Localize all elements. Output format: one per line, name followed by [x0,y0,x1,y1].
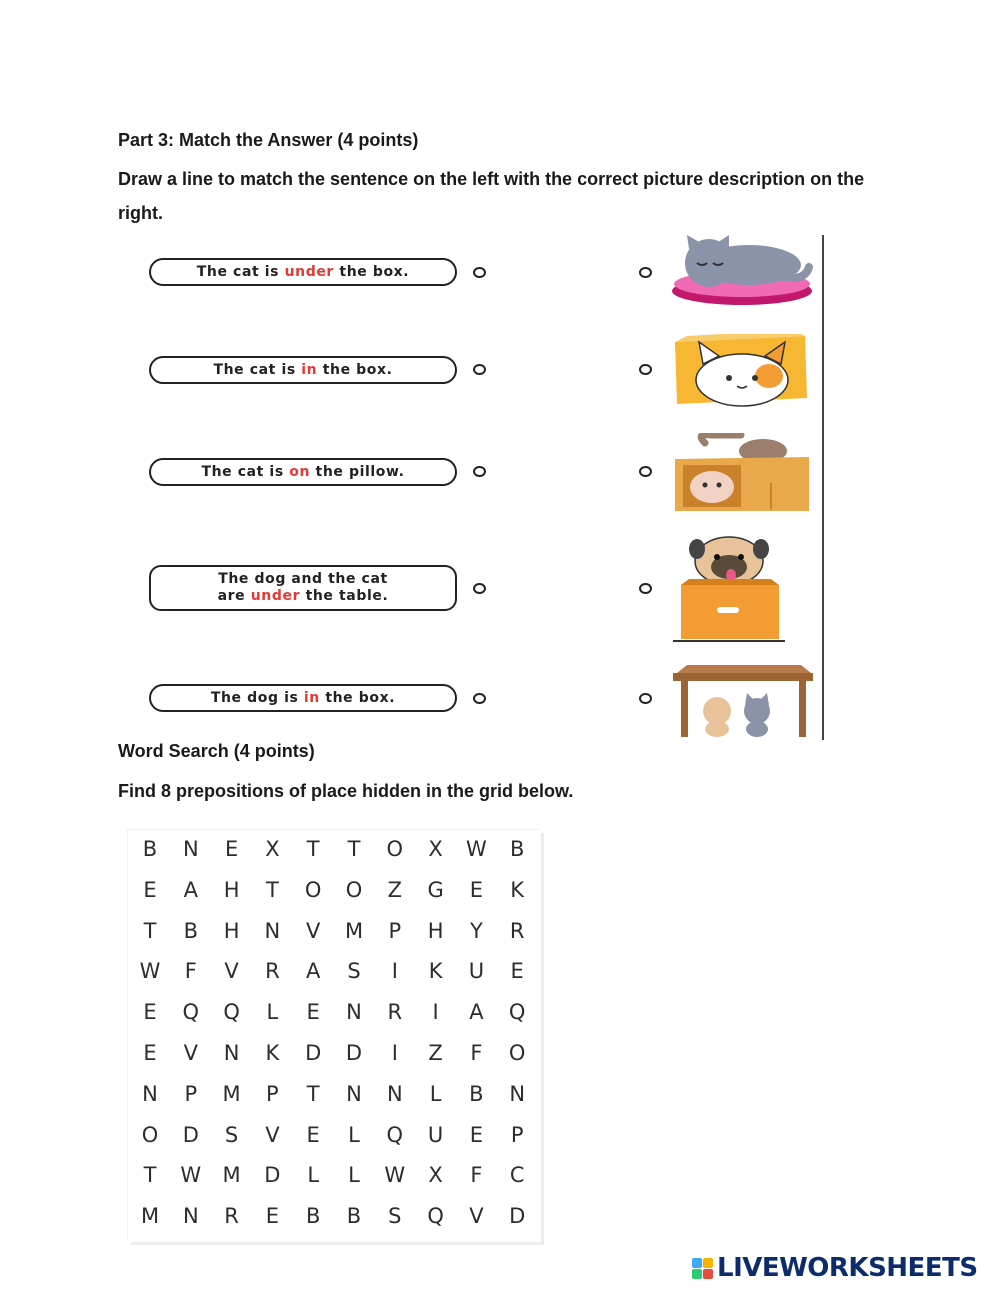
grid-letter[interactable]: N [264,918,281,943]
grid-letter[interactable]: P [266,1081,279,1106]
grid-letter[interactable]: M [222,1081,241,1106]
grid-letter[interactable]: B [305,1204,321,1229]
grid-letter[interactable]: V [183,1041,198,1065]
grid-letter[interactable]: I [391,1041,398,1065]
grid-letter[interactable]: T [347,837,361,861]
grid-letter[interactable]: T [306,837,320,861]
grid-letter[interactable]: Z [387,877,402,902]
grid-letter[interactable]: E [510,959,524,984]
grid-letter[interactable]: E [224,837,239,861]
grid-letter[interactable]: D [509,1204,526,1229]
logo-square [692,1258,702,1268]
picture-3-anchor-dot[interactable] [639,466,652,477]
grid-letter[interactable]: F [470,1041,483,1065]
grid-letter[interactable]: E [143,1000,157,1025]
grid-letter[interactable]: V [224,959,239,984]
grid-letter[interactable]: E [306,1122,320,1147]
grid-letter[interactable]: N [386,1081,403,1106]
grid-letter[interactable]: T [143,918,157,943]
sentence-box-5: The dog is in the box. [149,684,457,712]
sentence-3-anchor-dot[interactable] [473,466,486,477]
grid-letter[interactable]: N [346,1000,362,1025]
grid-letter[interactable]: V [469,1204,484,1229]
dog-in-box-picture [667,535,807,645]
grid-letter[interactable]: L [348,1122,360,1147]
grid-letter[interactable]: F [184,959,197,984]
sentence-box-1: The cat is under the box. [149,258,457,286]
grid-letter[interactable]: I [391,959,398,984]
sentence-box-3: The cat is on the pillow. [149,458,457,486]
grid-letter[interactable]: R [387,1000,403,1025]
grid-letter[interactable]: T [143,1163,157,1188]
grid-letter[interactable]: O [304,877,322,902]
grid-letter[interactable]: S [224,1122,239,1147]
sentence-5-anchor-dot[interactable] [473,693,486,704]
grid-letter[interactable]: V [265,1122,280,1147]
part-3-instruction: Draw a line to match the sentence on the left with the correct picture description on the right. [118,169,865,223]
grid-letter[interactable]: Q [427,1204,444,1229]
sentence-box-2: The cat is in the box. [149,356,457,384]
grid-letter[interactable]: Q [508,1000,526,1025]
grid-letter[interactable]: K [428,959,443,984]
grid-letter[interactable]: M [140,1204,160,1229]
grid-letter[interactable]: M [222,1163,241,1188]
grid-letter[interactable]: N [223,1041,240,1065]
grid-letter[interactable]: N [182,837,199,861]
grid-letter[interactable]: X [265,837,280,861]
liveworksheets-logo-icon [692,1258,713,1279]
grid-letter[interactable]: A [469,1000,484,1025]
picture-1-anchor-dot[interactable] [639,267,652,278]
grid-letter[interactable]: E [469,1122,484,1147]
grid-letter[interactable]: A [306,959,321,984]
grid-letter[interactable]: B [142,837,158,861]
grid-letter[interactable]: M [344,918,364,943]
grid-letter[interactable]: K [265,1041,280,1065]
word-search-instruction: Find 8 prepositions of place hidden in the grid below. [118,781,574,801]
grid-letter[interactable]: E [306,1000,320,1025]
grid-letter[interactable]: F [470,1163,483,1188]
part-3-title: Part 3: Match the Answer (4 points) [118,130,419,150]
grid-letter[interactable]: E [265,1204,280,1229]
grid-letter[interactable]: B [183,918,198,943]
grid-letter[interactable]: E [143,1041,157,1065]
sentence-box-4: The dog and the cat are under the table. [149,565,457,611]
cat-in-box-picture [667,334,817,410]
grid-letter[interactable]: D [264,1163,281,1188]
grid-letter[interactable]: Z [428,1041,443,1065]
grid-letter[interactable]: D [305,1041,322,1065]
word-search-grid [128,830,541,1242]
grid-letter[interactable]: O [386,837,404,861]
logo-square [703,1258,713,1268]
grid-letter[interactable]: I [432,1000,439,1025]
grid-letter[interactable]: P [510,1122,524,1147]
picture-2-anchor-dot[interactable] [639,364,652,375]
grid-letter[interactable]: P [184,1081,198,1106]
grid-letter[interactable]: E [143,877,157,902]
word-search-title: Word Search (4 points) [118,741,315,761]
cat-on-pillow-picture [667,235,817,307]
sentence-1-anchor-dot[interactable] [473,267,486,278]
grid-letter[interactable]: N [142,1081,158,1106]
grid-letter[interactable]: U [427,1122,444,1147]
grid-letter[interactable]: D [345,1041,363,1065]
grid-letter[interactable]: H [223,918,240,943]
logo-square [703,1269,713,1279]
sentence-4-anchor-dot[interactable] [473,583,486,594]
grid-letter[interactable]: L [429,1081,442,1106]
grid-letter[interactable]: T [306,1081,320,1106]
grid-letter[interactable]: B [509,837,525,861]
grid-letter[interactable]: E [469,877,484,902]
sentence-2-anchor-dot[interactable] [473,364,486,375]
cat-under-box-picture [667,433,817,513]
grid-letter[interactable]: A [183,877,198,902]
grid-letter[interactable]: X [428,837,443,861]
grid-letter[interactable]: O [141,1122,159,1147]
grid-letter[interactable]: W [466,837,487,861]
liveworksheets-logo-text: LIVEWORKSHEETS [717,1253,978,1283]
grid-letter[interactable]: O [345,877,363,902]
grid-letter[interactable]: G [427,877,444,902]
grid-letter[interactable]: Q [386,1122,404,1147]
grid-letter[interactable]: O [508,1041,526,1065]
grid-letter[interactable]: R [265,959,280,984]
grid-letter[interactable]: L [266,1000,279,1025]
grid-letter[interactable]: P [388,918,402,943]
grid-letter[interactable]: W [180,1163,202,1188]
grid-letter[interactable]: N [346,1081,362,1106]
grid-letter[interactable]: Q [223,1000,240,1025]
grid-letter[interactable]: U [468,959,485,984]
grid-letter[interactable]: S [388,1204,402,1229]
grid-letter[interactable]: B [469,1081,484,1106]
grid-letter[interactable]: B [346,1204,362,1229]
grid-letter[interactable]: Q [182,1000,200,1025]
grid-letter[interactable]: T [265,877,279,902]
grid-letter[interactable]: C [509,1163,525,1188]
grid-letter[interactable]: R [224,1204,239,1229]
grid-letter[interactable]: V [306,918,321,943]
liveworksheets-logo [692,1253,978,1283]
grid-letter[interactable]: S [347,959,361,984]
grid-letter[interactable]: N [182,1204,199,1229]
grid-letter[interactable]: W [139,959,161,984]
grid-letter[interactable]: N [509,1081,526,1106]
picture-4-anchor-dot[interactable] [639,583,652,594]
grid-letter[interactable]: Y [469,918,483,943]
grid-letter[interactable]: X [428,1163,443,1188]
matching-exercise [140,235,824,740]
grid-letter[interactable]: L [348,1163,360,1188]
grid-letter[interactable]: K [510,877,525,902]
grid-letter[interactable]: W [384,1163,406,1188]
grid-letter[interactable]: D [182,1122,199,1147]
grid-letter[interactable]: L [307,1163,320,1188]
logo-square [692,1269,702,1279]
dog-and-cat-under-table-picture [667,663,817,739]
picture-5-anchor-dot[interactable] [639,693,652,704]
grid-letter[interactable]: R [509,918,525,943]
grid-letter[interactable]: H [223,877,240,902]
grid-letter[interactable]: H [427,918,444,943]
